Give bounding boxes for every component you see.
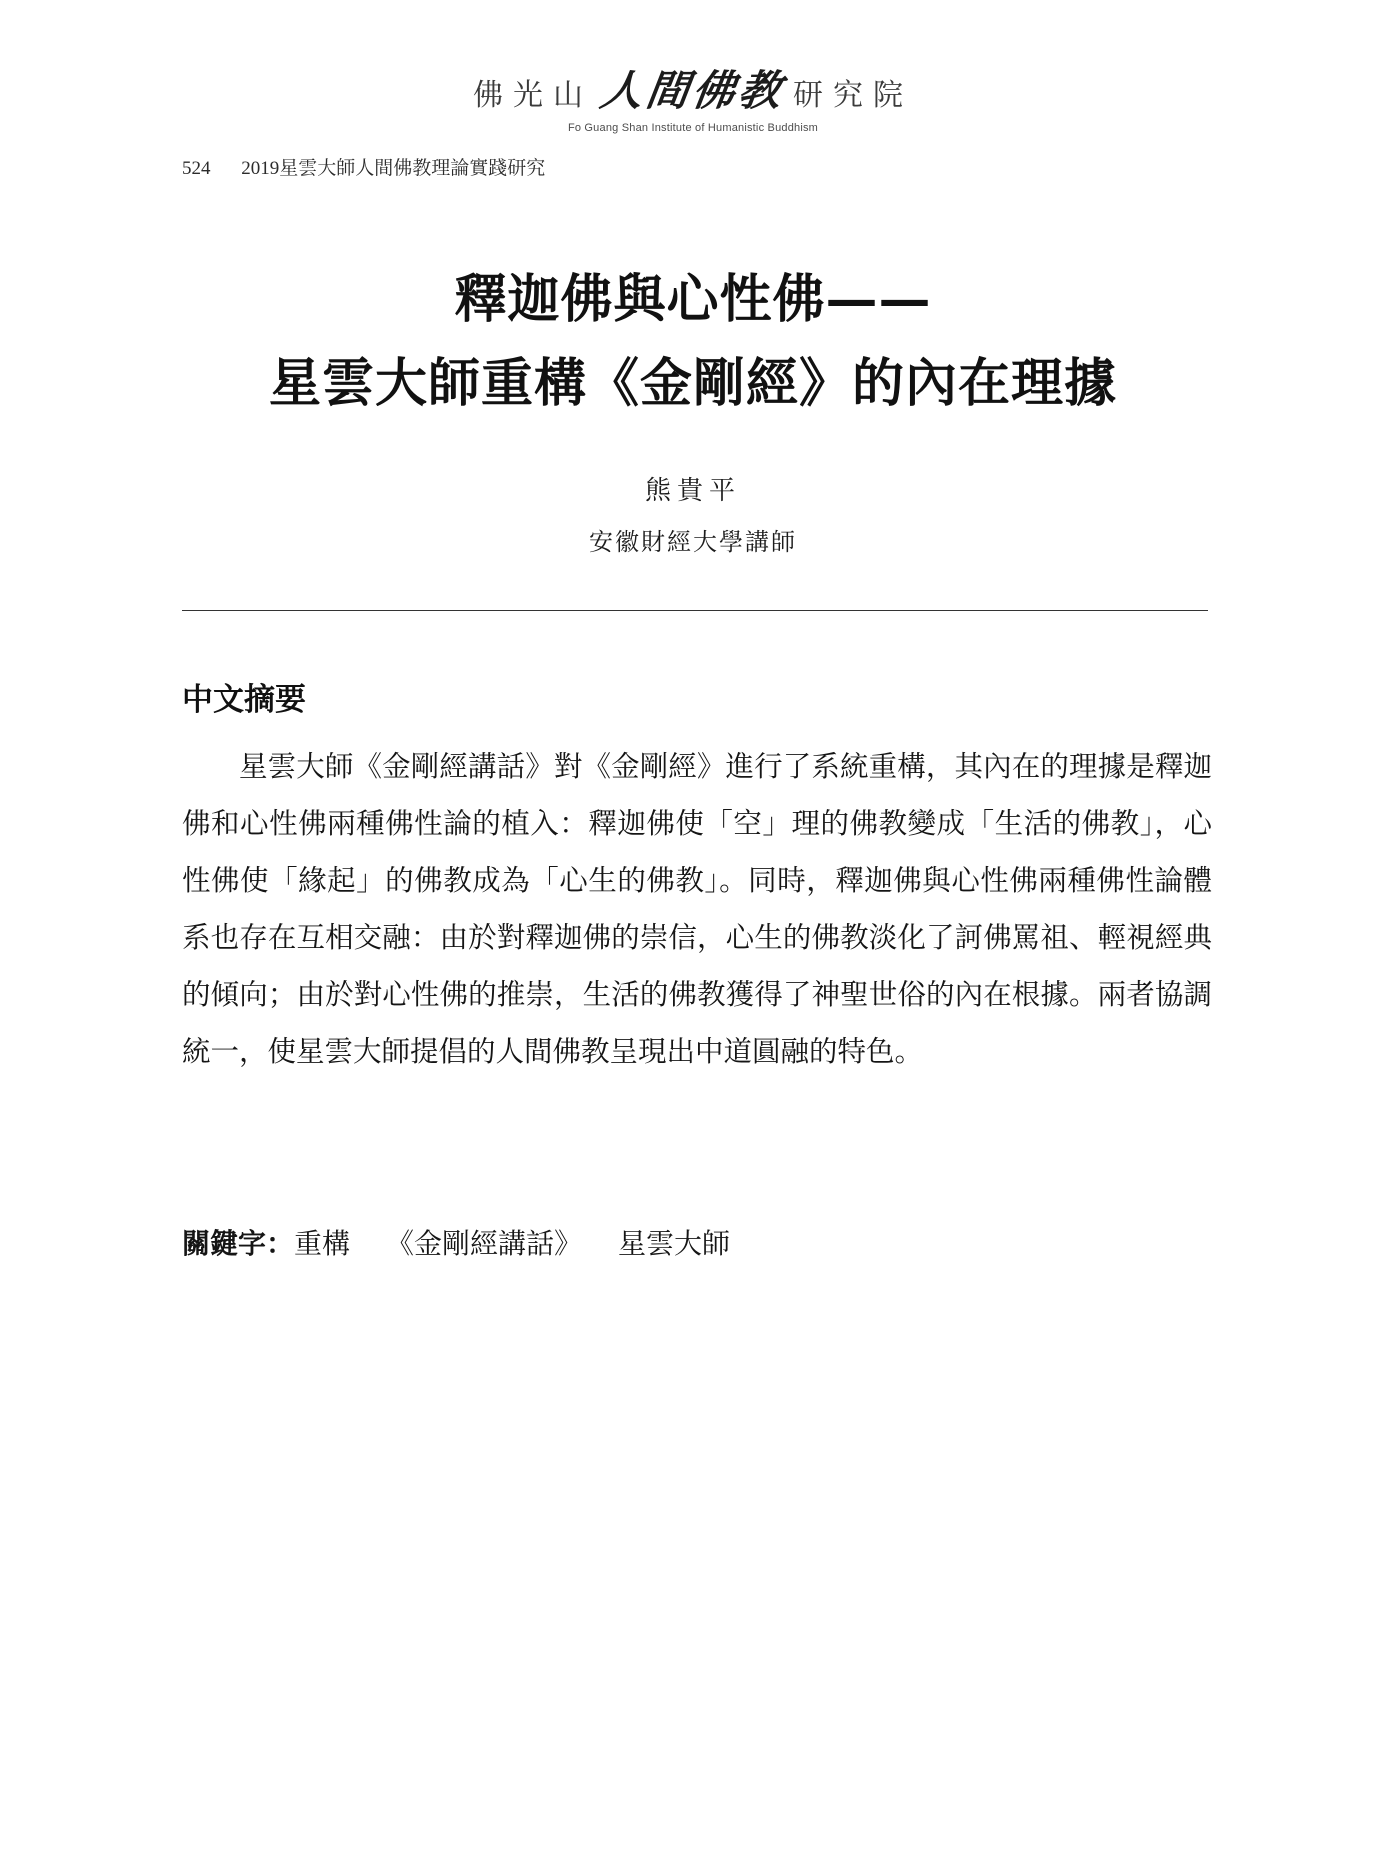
keyword-item: 星雲大師 xyxy=(618,1227,731,1260)
author-name: 熊貴平 xyxy=(644,476,741,506)
running-head xyxy=(182,153,545,180)
logo-wordmark xyxy=(0,58,1386,118)
title-line-2: 星雲大師重構《金剛經》的內在理據 xyxy=(268,353,1117,414)
logo-main-text: 人間佛教 xyxy=(597,66,789,115)
abstract-body: 星雲大師《金剛經講話》對《金剛經》進行了系統重構，其內在的理據是釋迦佛和心性佛兩種佛性論的植入：釋迦佛使「空」理的佛教變成「生活的佛教」，心性佛使「緣起」的佛教成為「心生的佛教」。同時，釋迦佛與心性佛兩種佛性論體系也存在互相交融：由於對釋迦佛的崇信，心生的佛教淡化了訶佛罵祖、輕視經典的傾向；由於對心性佛的推崇，生活的佛教獲得了神聖世俗的內在根據。兩者協調統一，使星雲大師提倡的人間佛教呈現出中道圓融的特色。 xyxy=(182,750,1212,1068)
page-number: 524 xyxy=(182,158,211,179)
logo-left-text: 佛光山 xyxy=(472,78,593,113)
logo-right-text: 研究院 xyxy=(793,78,913,113)
logo-english-text: Fo Guang Shan Institute of Humanistic Buddhism xyxy=(567,122,819,134)
keywords-label: 關鍵字： xyxy=(182,1227,295,1260)
institute-logo xyxy=(0,58,1386,134)
keyword-item: 《金剛經講話》 xyxy=(386,1227,583,1260)
article-title xyxy=(0,258,1386,426)
book-title: 2019星雲大師人間佛教理論實踐研究 xyxy=(241,158,546,179)
horizontal-rule xyxy=(182,610,1208,611)
author-affiliation: 安徽財經大學講師 xyxy=(589,528,797,556)
abstract-heading: 中文摘要 xyxy=(182,682,306,718)
keyword-item: 重構 xyxy=(294,1227,351,1260)
title-line-1: 釋迦佛與心性佛—— xyxy=(454,269,932,330)
keywords xyxy=(182,1222,766,1262)
